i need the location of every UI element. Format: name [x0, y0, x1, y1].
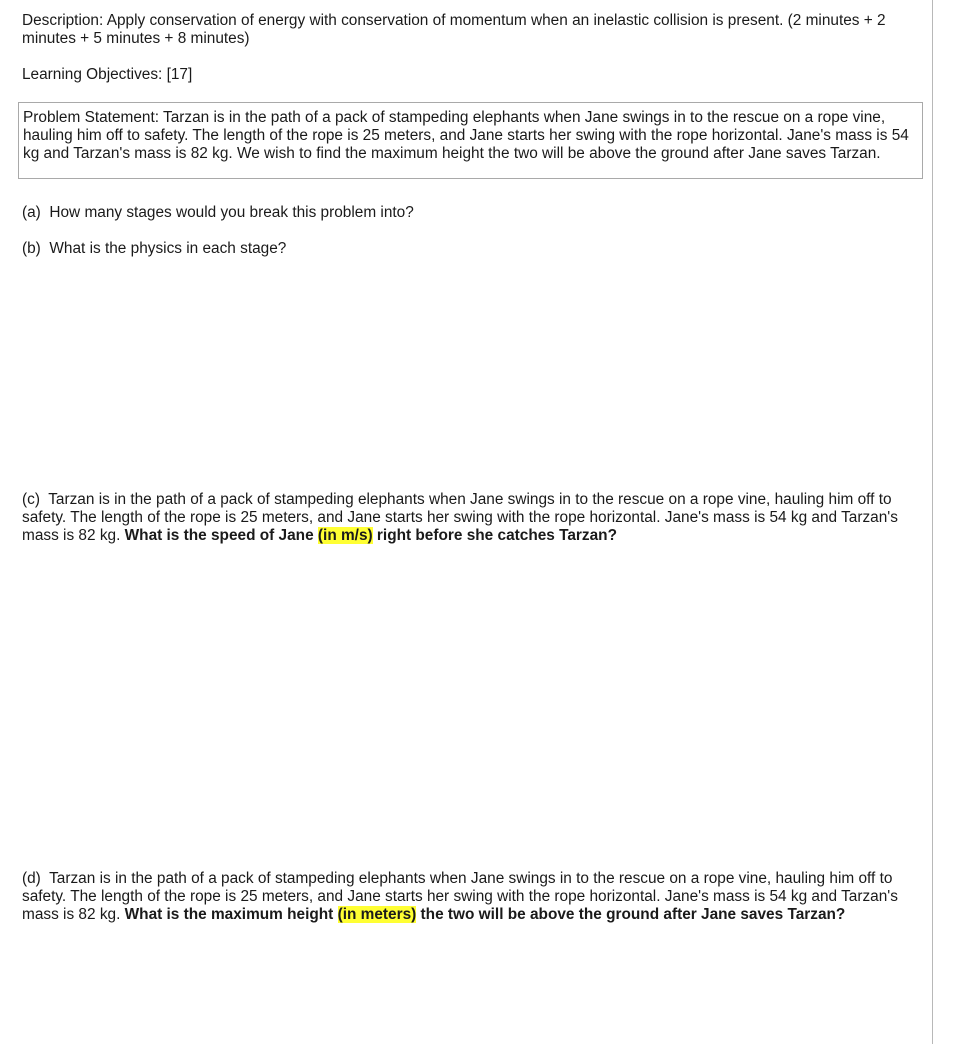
part-d-context: Tarzan is in the path of a pack of stampeding elephants when Jane swings in to the rescue on a rope vine, hauling him off to safety. The length of the rope is 25 meters, and Jane starts her swing with the rope horizontal. Jane's mass is 54 kg and Tarzan's mass is 82 kg.	[22, 870, 898, 923]
part-d-units-highlight: (in meters)	[337, 906, 417, 923]
part-b-marker: (b)	[22, 240, 41, 257]
part-d-answer-space[interactable]	[22, 948, 922, 1038]
part-d-question-text: What is the maximum height	[124, 906, 338, 923]
problem-statement-box	[18, 102, 923, 179]
part-b-text: What is the physics in each stage?	[49, 240, 287, 257]
description-label: Description:	[22, 12, 104, 29]
part-c-marker: (c)	[22, 491, 40, 508]
part-b-answer-space[interactable]	[22, 262, 922, 482]
description-paragraph	[22, 12, 922, 48]
learning-objectives-label: Learning Objectives:	[22, 66, 163, 83]
part-d-question	[22, 870, 922, 924]
page-edge-rule	[932, 0, 933, 1044]
part-d-question-end: the two will be above the ground after Jane saves Tarzan?	[416, 906, 846, 923]
description-text: Apply conservation of energy with conservation of momentum when an inelastic collision is present. (2 minutes + 2 minutes + 5 minutes + 8 minutes)	[22, 12, 886, 47]
part-c-question-text: What is the speed of Jane	[124, 527, 318, 544]
learning-objectives-paragraph	[22, 66, 922, 84]
part-b-question	[22, 240, 922, 258]
part-a-question	[22, 204, 922, 222]
learning-objectives-text: [17]	[162, 66, 193, 83]
part-c-units-highlight: (in m/s)	[317, 527, 373, 544]
part-c-answer-space[interactable]	[22, 550, 922, 860]
part-d-marker: (d)	[22, 870, 41, 887]
problem-statement-text: Tarzan is in the path of a pack of stampeding elephants when Jane swings in to the rescue on a rope vine, hauling him off to safety. The length of the rope is 25 meters, and Jane starts her swing with the rope horizontal. Jane's mass is 54 kg and Tarzan's mass is 82 kg. We wish to find the maximum height the two will be above the ground after Jane saves Tarzan.	[23, 109, 909, 162]
problem-statement-label: Problem Statement:	[23, 109, 160, 126]
part-c-question	[22, 491, 922, 545]
part-c-question-end: right before she catches Tarzan?	[372, 527, 617, 544]
part-a-marker: (a)	[22, 204, 41, 221]
part-c-context: Tarzan is in the path of a pack of stampeding elephants when Jane swings in to the rescue on a rope vine, hauling him off to safety. The length of the rope is 25 meters, and Jane starts her swing with the rope horizontal. Jane's mass is 54 kg and Tarzan's mass is 82 kg.	[22, 491, 898, 544]
part-a-text: How many stages would you break this problem into?	[49, 204, 414, 221]
